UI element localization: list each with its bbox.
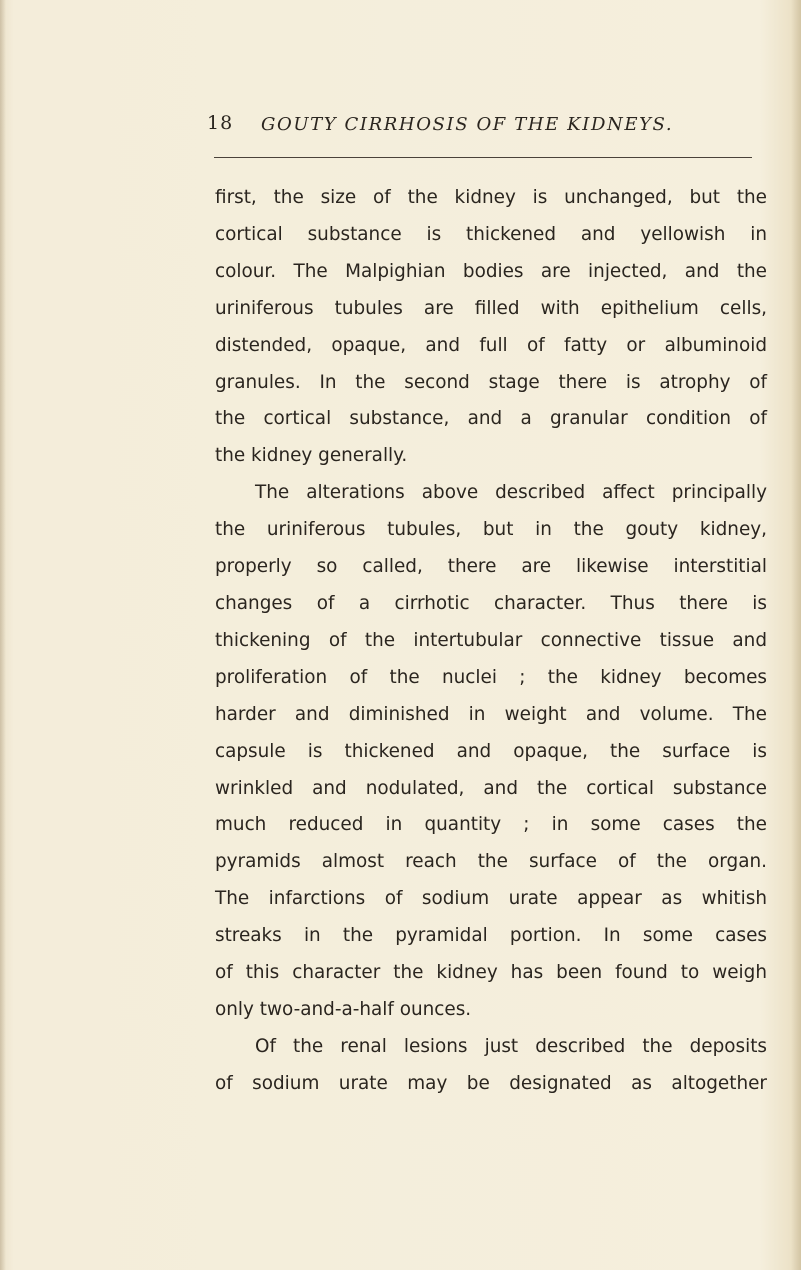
header-rule xyxy=(214,157,752,158)
text-line: Of the renal lesions just described the deposits xyxy=(255,1035,767,1057)
text-line: The alterations above described affect principally xyxy=(255,482,767,504)
text-line: pyramids almost reach the surface of the organ. xyxy=(215,851,767,873)
text-line: first, the size of the kidney is unchanged, but the xyxy=(215,187,767,208)
body-text xyxy=(215,180,767,1103)
running-title: GOUTY CIRRHOSIS OF THE KIDNEYS. xyxy=(261,114,674,135)
page-edge-shadow xyxy=(791,0,801,1270)
text-line: colour. The Malpighian bodies are injected, and the xyxy=(215,260,767,282)
text-line: of sodium urate may be designated as altogether xyxy=(215,1072,767,1094)
text-line: granules. In the second stage there is atrophy of xyxy=(215,371,767,393)
text-line: The infarctions of sodium urate appear as whitish xyxy=(215,888,767,910)
page-number: 18 xyxy=(207,112,234,134)
text-line: the kidney generally. xyxy=(215,445,408,467)
text-line: of this character the kidney has been found to weigh xyxy=(215,962,767,984)
text-line: proliferation of the nuclei ; the kidney becomes xyxy=(215,666,767,688)
text-line: changes of a cirrhotic character. Thus there is xyxy=(215,592,767,614)
text-line: streaks in the pyramidal portion. In some cases xyxy=(215,925,767,947)
page-header xyxy=(207,108,767,144)
text-line: only two-and-a-half ounces. xyxy=(215,998,472,1020)
text-line: wrinkled and nodulated, and the cortical substance xyxy=(215,777,767,799)
text-line: capsule is thickened and opaque, the surface is xyxy=(215,740,767,762)
text-line: much reduced in quantity ; in some cases the xyxy=(215,814,767,836)
text-line: thickening of the intertubular connective tissue and xyxy=(215,629,767,651)
text-line: distended, opaque, and full of fatty or albuminoid xyxy=(215,334,767,356)
text-line: properly so called, there are likewise interstitial xyxy=(215,556,767,578)
text-line: uriniferous tubules are filled with epithelium cells, xyxy=(215,297,767,319)
text-line: the uriniferous tubules, but in the gouty kidney, xyxy=(215,519,767,541)
text-line: harder and diminished in weight and volume. The xyxy=(215,703,767,725)
page-spine-shadow xyxy=(0,0,6,1270)
text-line: cortical substance is thickened and yellowish in xyxy=(215,223,767,245)
text-line: the cortical substance, and a granular condition of xyxy=(215,408,767,430)
